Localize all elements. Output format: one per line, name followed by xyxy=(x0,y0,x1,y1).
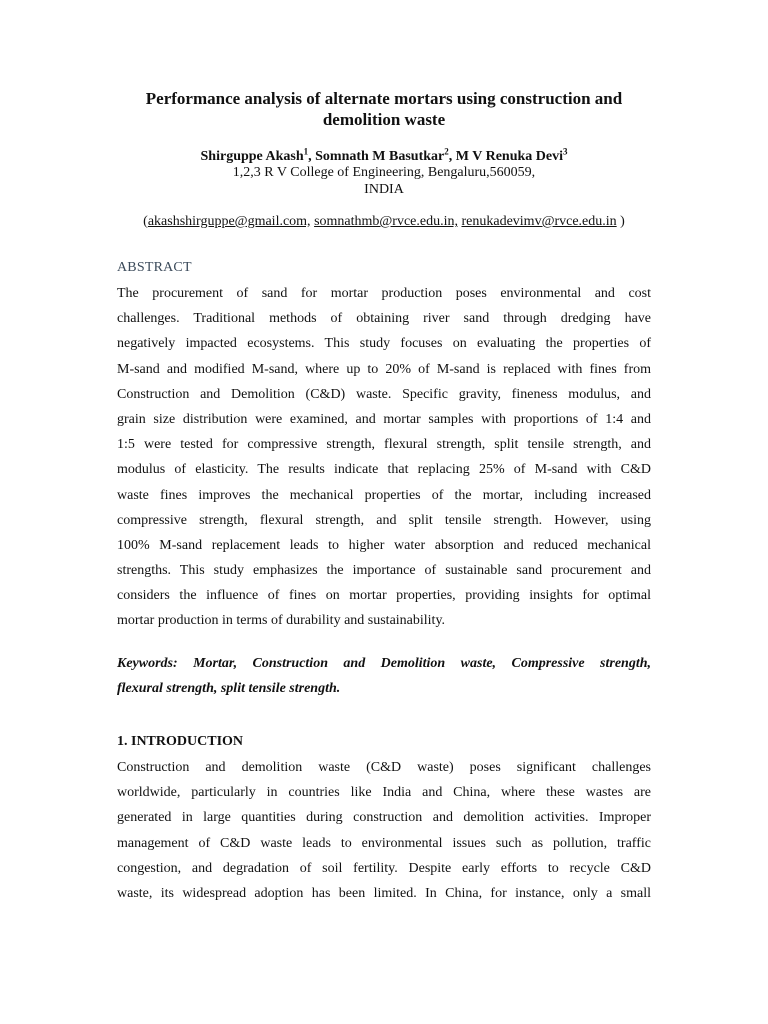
abstract-line: modulus of elasticity. The results indicate that replacing 25% of M-sand with C&D xyxy=(117,462,651,478)
abstract-line: strengths. This study emphasizes the importance of sustainable sand procurement and xyxy=(117,563,651,579)
introduction-line: congestion, and degradation of soil fertility. Despite early efforts to recycle C&D xyxy=(117,860,651,876)
email-link[interactable]: somnathmb@rvce.edu.in, xyxy=(314,214,458,229)
introduction-line: Construction and demolition waste (C&D waste) poses significant challenges xyxy=(117,760,651,775)
abstract-line: The procurement of sand for mortar production poses environmental and cost xyxy=(117,286,651,301)
author-list xyxy=(80,148,688,165)
abstract-line: 100% M-sand replacement leads to higher water absorption and reduced mechanical xyxy=(117,537,651,553)
author-superscript: 1 xyxy=(303,146,309,157)
abstract-heading: ABSTRACT xyxy=(117,260,192,275)
keywords-line: flexural strength, split tensile strength. xyxy=(117,681,341,697)
author-separator: , xyxy=(308,149,316,164)
abstract-line: considers the influence of fines on mortar properties, providing insights for optimal xyxy=(117,588,651,604)
email-link[interactable]: akashshirguppe@gmail.com, xyxy=(147,214,311,229)
abstract-line: grain size distribution were examined, and mortar samples with proportions of 1:4 and xyxy=(117,411,651,427)
introduction-line: management of C&D waste leads to environmental issues such as pollution, traffic xyxy=(117,835,651,851)
abstract-line: Construction and Demolition (C&D) waste. Specific gravity, fineness modulus, and xyxy=(117,386,651,402)
abstract-line: waste fines improves the mechanical properties of the mortar, including increased xyxy=(117,487,651,503)
author-emails xyxy=(60,213,708,230)
paren-open: ( xyxy=(143,214,148,229)
affiliation-country: INDIA xyxy=(364,182,404,197)
abstract-line: M-sand and modified M-sand, where up to 20% of M-sand is replaced with fines from xyxy=(117,361,651,377)
paper-title xyxy=(110,88,658,130)
email-link[interactable]: renukadevimv@rvce.edu.in xyxy=(461,214,617,229)
abstract-body xyxy=(117,281,651,634)
introduction-line: waste, its widespread adoption has been limited. In China, for instance, only a small xyxy=(117,885,651,901)
author-name: M V Renuka Devi xyxy=(455,149,563,164)
introduction-line: generated in large quantities during construction and demolition activities. Improper xyxy=(117,810,651,826)
abstract-line: mortar production in terms of durability and sustainability. xyxy=(117,613,446,629)
title-line: demolition waste xyxy=(322,110,446,129)
author-name: Somnath M Basutkar xyxy=(315,149,445,164)
abstract-line: 1:5 were tested for compressive strength, flexural strength, split tensile strength, and xyxy=(117,437,651,453)
paren-close: ) xyxy=(616,214,625,229)
introduction-body xyxy=(117,755,651,906)
author-name: Shirguppe Akash xyxy=(200,149,304,164)
keywords-line: Keywords: Mortar, Construction and Demolition waste, Compressive strength, xyxy=(117,656,651,671)
title-line: Performance analysis of alternate mortars using construction and xyxy=(145,89,623,108)
author-separator: , xyxy=(448,149,456,164)
introduction-line: worldwide, particularly in countries like India and China, where these wastes are xyxy=(117,785,651,801)
abstract-line: negatively impacted ecosystems. This study focuses on evaluating the properties of xyxy=(117,336,651,352)
abstract-line: compressive strength, flexural strength, and split tensile strength. However, using xyxy=(117,512,651,528)
abstract-line: challenges. Traditional methods of obtaining river sand through dredging have xyxy=(117,311,651,327)
author-superscript: 2 xyxy=(444,146,449,157)
keywords xyxy=(117,651,651,701)
affiliation: 1,2,3 R V College of Engineering, Bengaluru,560059, xyxy=(232,165,536,180)
introduction-heading: 1. INTRODUCTION xyxy=(117,734,244,749)
author-superscript: 3 xyxy=(562,146,568,157)
